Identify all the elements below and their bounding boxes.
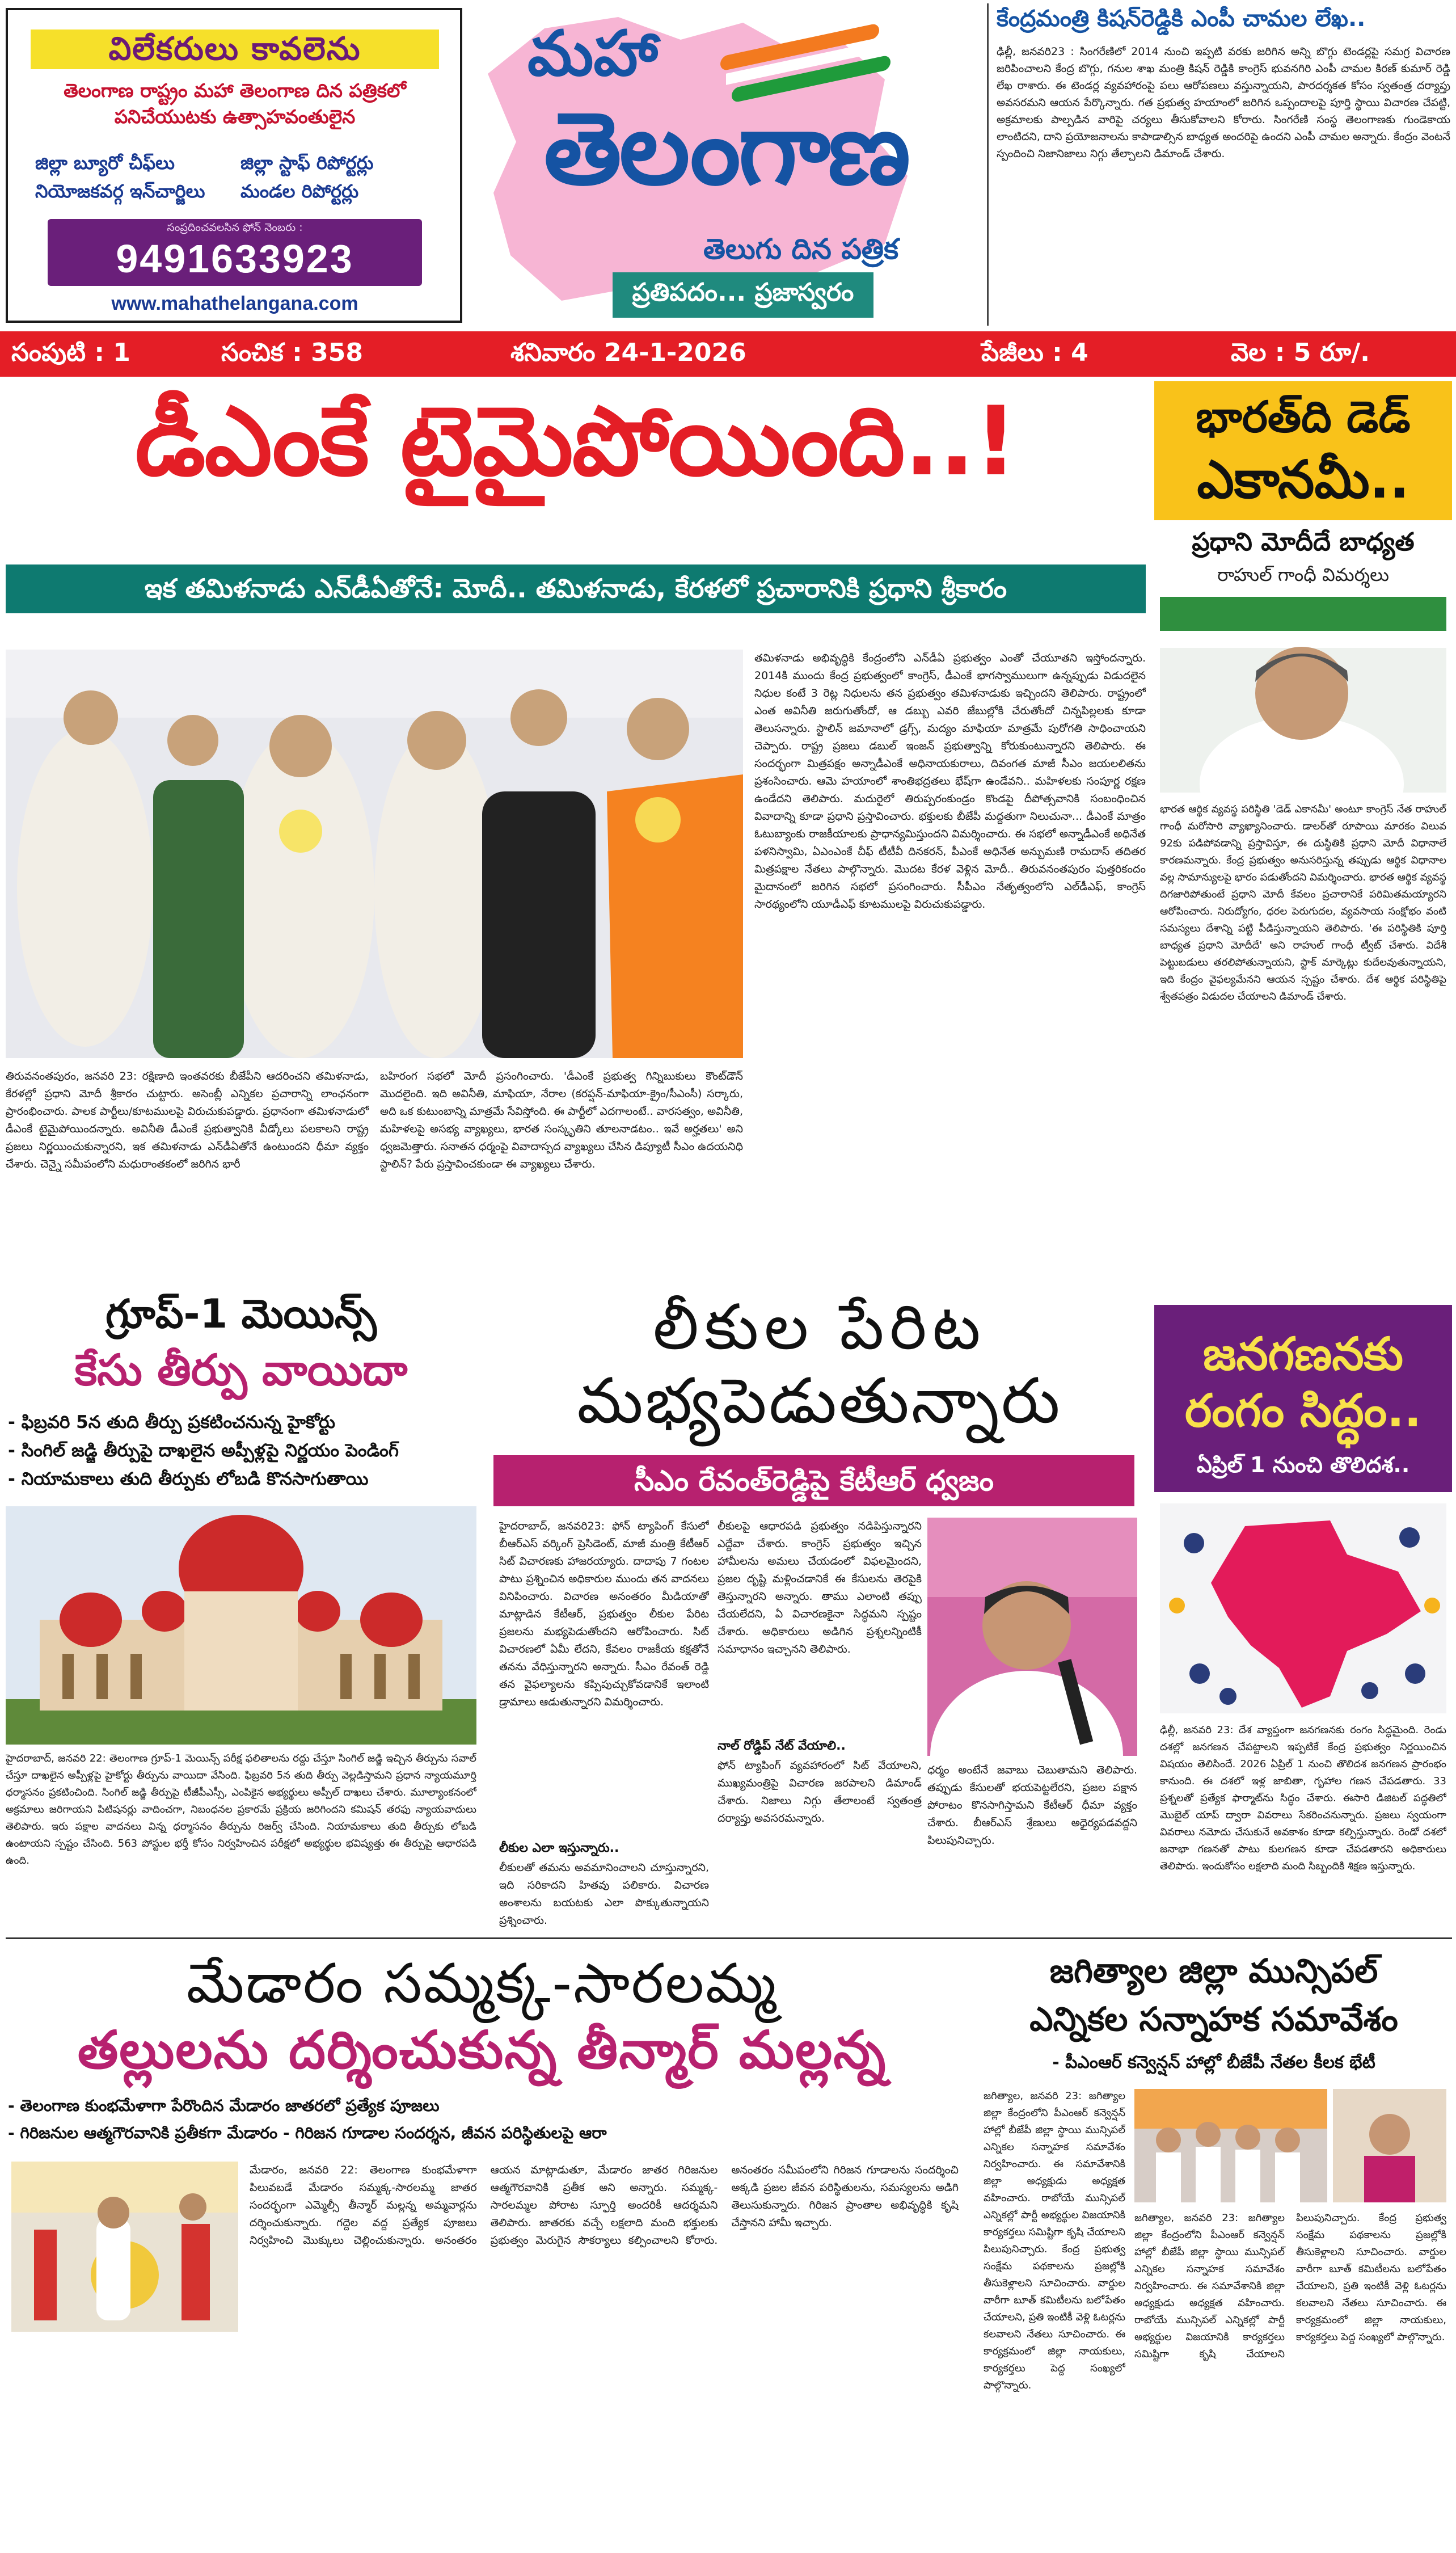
ad-role-4: మండల రిపోర్టర్లు bbox=[240, 180, 359, 202]
economy-headline-1: భారత్‌ది డెడ్ bbox=[1196, 391, 1411, 442]
jagtial-photo-graphic bbox=[1134, 2089, 1327, 2202]
rahul-photo-graphic bbox=[1160, 597, 1446, 793]
ad-phone[interactable]: 9491633923 bbox=[116, 237, 354, 281]
ktr-subhead: సీఎం రేవంత్‌రెడ్డిపై కేటీఆర్ ధ్వజం bbox=[634, 1464, 994, 1497]
medaram-photo-graphic bbox=[11, 2162, 238, 2332]
economy-headline-2: ఎకానమీ.. bbox=[1197, 449, 1409, 510]
census-subhead: ఏప్రిల్ 1 నుంచి తొలిదశ.. bbox=[1196, 1452, 1410, 1477]
jagtial-photo bbox=[1134, 2089, 1327, 2202]
lead-headline: డీఎంకే టైమైపోయింది..! bbox=[135, 386, 1016, 497]
ktr-photo bbox=[927, 1518, 1137, 1756]
medaram-bullet-2: - గిరిజనుల ఆత్మగౌరవానికి ప్రతీకగా మేడారం - గిరిజన గూడాల సందర్శన, జీవన పరిస్థితులపై ఆరా bbox=[8, 2124, 607, 2142]
medaram-headline-1: మేడారం సమ్మక్క-సారలమ్మ bbox=[186, 1952, 778, 2015]
jagtial-body-left: జగిత్యాల, జనవరి 23: జగిత్యాల జిల్లా కేంద్రంలోని పీఎంఆర్ కన్వెన్షన్ హాల్లో బీజేపీ జిల్లా స్థాయి మున్సిపల్ ఎన్నికల సన్నాహక సమావేశం నిర్వహించారు. ఈ సమావేశానికి జిల్లా అధ్యక్షుడు అధ్యక్షత వహించారు. రాబోయే మున్సిపల్ ఎన్నికల్లో పార్టీ అభ్యర్థుల విజయానికి కార్యకర్తలు సమిష్టిగా కృషి చేయాలని పిలుపునిచ్చారు. కేంద్ర ప్రభుత్వ సంక్షేమ పథకాలను ప్రజల్లోకి తీసుకెళ్లాలని సూచించారు. వార్డుల వారీగా బూత్ కమిటీలను బలోపేతం చేయాలని, ప్రతి ఇంటికీ వెళ్లి ఓటర్లను కలవాలని నేతలు సూచించారు. ఈ కార్యక్రమంలో జిల్లా నాయకులు, కార్యకర్తలు పెద్ద సంఖ్యలో పాల్గొన్నారు. bbox=[984, 2090, 1125, 2391]
ktr-col-3: ధర్మం అంటేనే జవాబు చెబుతామని తెలిపారు. తప్పుడు కేసులతో భయపెట్టలేరని, ప్రజల పక్షాన పోరాటం కొనసాగిస్తామని కేటీఆర్ ధీమా వ్యక్తం చేశారు. బీఆర్‌ఎస్ శ్రేణులు అధైర్యపడవద్దని పిలుపునిచ్చారు. bbox=[927, 1764, 1137, 1847]
section-divider bbox=[6, 1937, 1452, 1939]
right-story-census bbox=[1154, 1305, 1452, 1929]
masthead bbox=[0, 0, 1456, 330]
dateline-date: శనివారం 24-1-2026 bbox=[510, 338, 746, 367]
newspaper-logo bbox=[476, 6, 976, 323]
census-headline-1: జనగణనకు bbox=[1203, 1328, 1403, 1380]
group1-bullet-3: - నియామకాలు తుది తీర్పుకు లోబడి కొనసాగుతాయి bbox=[8, 1469, 369, 1489]
dateline-volume: సంపుటి : 1 bbox=[11, 338, 130, 367]
census-headline-2: రంగం సిద్ధం.. bbox=[1184, 1384, 1422, 1437]
dateline-price: వెల : 5 రూ/. bbox=[1231, 338, 1370, 367]
jagtial-story bbox=[976, 1940, 1452, 2553]
medaram-body: మేడారం, జనవరి 22: తెలంగాణ కుంభమేళాగా పిలువబడే మేడారం సమ్మక్క-సారలమ్మ జాతర సందర్భంగా ఎమ్మెల్సీ తీన్మార్ మల్లన్న అమ్మవార్లను దర్శించుకున్నారు. గద్దెల వద్ద ప్రత్యేక పూజలు నిర్వహించి మొక్కులు చెల్లించుకున్నారు. అనంతరం ఆయన మాట్లాడుతూ, మేడారం జాతర గిరిజనుల ఆత్మగౌరవానికి ప్రతీక అని అన్నారు. సమ్మక్క-సారలమ్మల పోరాట స్ఫూర్తి అందరికీ ఆదర్శమని తెలిపారు. జాతరకు వచ్చే లక్షలాది మంది భక్తులకు ప్రభుత్వం మెరుగైన సౌకర్యాలు కల్పించాలని కోరారు. అనంతరం సమీపంలోని గిరిజన గూడాలను సందర్శించి అక్కడి ప్రజల జీవన పరిస్థితులను, సమస్యలను అడిగి తెలుసుకున్నారు. గిరిజన ప్రాంతాల అభివృద్ధికి కృషి చేస్తానని హామీ ఇచ్చారు. bbox=[250, 2164, 959, 2247]
group1-bullet-2: - సింగిల్ జడ్జి తీర్పుపై దాఖలైన అప్పీళ్లపై నిర్ణయం పెండింగ్ bbox=[8, 1440, 399, 1461]
jagtial-subhead: - పీఎంఆర్ కన్వెన్షన్ హాల్లో బీజేపీ నేతల కీలక భేటీ bbox=[1052, 2053, 1375, 2072]
medaram-headline-2: తల్లులను దర్శించుకున్న తీన్మార్ మల్లన్న bbox=[77, 2020, 887, 2080]
medaram-bullet-1: - తెలంగాణ కుంభమేళాగా పేరొందిన మేడారం జాతరలో ప్రత్యేక పూజలు bbox=[8, 2096, 440, 2115]
ktr-col-1b: లీకులతో తమను అవమానించాలని చూస్తున్నారని, ఇది సరికాదని హితవు పలికారు. విచారణ అంశాలను బయటకు ఎలా పొక్కుతున్నాయని ప్రశ్నించారు. bbox=[499, 1861, 709, 1927]
medaram-story bbox=[0, 1940, 964, 2553]
lead-col-3: తమిళనాడు అభివృద్ధికి కేంద్రంలోని ఎన్‌డీఏ ప్రభుత్వం ఎంతో చేయూతని ఇస్తోందన్నారు. 2014కి ముందు కేంద్ర ప్రభుత్వంలో కాంగ్రెస్, డీఎంకే భాగస్వాములుగా ఉన్నప్పుడు విడుదలైన నిధుల కంటే 3 రెట్ల నిధులను తన ప్రభుత్వం తమిళనాడుకు ఇచ్చిందని తెలిపారు. రాష్ట్రంలో ఎంత అవినీతి జరుగుతోందో, ఆ డబ్బు ఎవరి జేబుల్లోకి చేరుతోందో చిన్నపిల్లలకు కూడా తెలుసన్నారు. స్టాలిన్ జమానాలో డ్రగ్స్, మద్యం మాఫియా మాత్రమే పురోగతి సాధించాయని చెప్పారు. రాష్ట్ర ప్రజలు డబుల్ ఇంజన్ ప్రభుత్వాన్ని కోరుకుంటున్నారని తెలిపారు. ఈ సందర్భంగా మిత్రపక్షం అన్నాడీఎంకే అధినాయకురాలు, దివంగత మాజీ సీఎం జయలలితను ప్రశంసించారు. ఆమె హయాంలో శాంతిభద్రతలు భేష్‌గా ఉండేవని.. మహిళలకు సంపూర్ణ రక్షణ ఉండేదని తెలిపారు. మదురైలో తిరుప్పరంకుండ్రం కొండపై దీపోత్సవానికి సంబంధించిన వివాదాన్ని కూడా ప్రధాని ప్రస్తావించారు. భక్తులకు బీజేపీ మద్దతుగా నిలుచునా... డీఎంకే మాత్రం ఓటుబ్యాంకు రాజకీయాలకు ప్రాధాన్యమిస్తుందని విమర్శించారు. ఈ సభలో అన్నాడీఎంకే అధినేత పళనిస్వామి, ఏఎంఎంకే చీఫ్ టీటీవీ దినకరన్, పీఎంకే అధినేత అన్బుమణి రామదాస్ తదితర మిత్రపక్షాల నేతలు పాల్గొన్నారు. మొదట కేరళ వెళ్లిన మోదీ.. తిరువనంతపురం పుత్తరికందం మైదానంలో జరిగిన సభలో ప్రసంగించారు. సీపీఎం నేతృత్వంలోని ఎల్‌డీఎఫ్, కాంగ్రెస్ సారథ్యంలోని యూడీఎఫ్ కూటములపై విరుచుకుపడ్డారు. bbox=[754, 652, 1146, 911]
group1-bullet-1: - ఫిబ్రవరి 5న తుది తీర్పు ప్రకటించనున్న హైకోర్టు bbox=[8, 1412, 335, 1433]
census-map-photo bbox=[1160, 1503, 1446, 1713]
ktr-story bbox=[488, 1279, 1151, 1937]
side-story-headline: కేంద్రమంత్రి కిషన్‌రెడ్డికి ఎంపీ చామల లేఖ.. bbox=[997, 6, 1366, 32]
ktr-headline-1: లీకుల పేరిట bbox=[653, 1291, 986, 1363]
ktr-col-2b: ఫోన్ ట్యాపింగ్ వ్యవహారంలో సిట్ వేయాలని, ముఖ్యమంత్రిపై విచారణ జరపాలని డిమాండ్ చేశారు. నిజాలు నిగ్గు తేలాలంటే స్వతంత్ర దర్యాప్తు అవసరమన్నారు. bbox=[718, 1759, 922, 1825]
economy-body: భారత ఆర్థిక వ్యవస్థ పరిస్థితి 'డెడ్ ఎకానమీ' అంటూ కాంగ్రెస్ నేత రాహుల్ గాంధీ మరోసారి వ్యాఖ్యానించారు. డాలర్‌తో రూపాయి మారకం విలువ 92కు పడిపోవడాన్ని ప్రస్తావిస్తూ, ఈ దుస్థితికి ప్రధాని మోదీ విధానాలే కారణమన్నారు. కేంద్ర ప్రభుత్వం అనుసరిస్తున్న తప్పుడు ఆర్థిక విధానాల వల్ల సామాన్యులపై భారం పడుతోందని విమర్శించారు. భారత ఆర్థిక వ్యవస్థ దిగజారిపోతుంటే ప్రధాని మోదీ కేవలం ప్రచారానికే పరిమితమయ్యారని ఆరోపించారు. నిరుద్యోగం, ధరల పెరుగుదల, వ్యవసాయ సంక్షోభం వంటి సమస్యలు దేశాన్ని పట్టి పీడిస్తున్నాయని తెలిపారు. 'ఈ పరిస్థితికి పూర్తి బాధ్యత ప్రధాని మోదీదే' అని రాహుల్ గాంధీ ట్వీట్ చేశారు. విదేశీ పెట్టుబడులు తరలిపోతున్నాయని, స్టాక్ మార్కెట్లు కుదేలవుతున్నాయని, ఇది కేంద్రం వైఫల్యమేనని ఆయన స్పష్టం చేశారు. దేశ ఆర్థిక పరిస్థితిపై శ్వేతపత్రం విడుదల చేయాలని డిమాండ్ చేశారు. bbox=[1160, 803, 1446, 1002]
ktr-section-head: లీకుల ఎలా ఇస్తున్నారు.. bbox=[499, 1841, 619, 1855]
group1-headline-2: కేసు తీర్పు వాయిదా bbox=[74, 1345, 408, 1395]
lead-photo-figures bbox=[6, 650, 743, 1058]
dateline-bar bbox=[0, 331, 1456, 377]
jagtial-body-right: జగిత్యాల, జనవరి 23: జగిత్యాల జిల్లా కేంద్రంలోని పీఎంఆర్ కన్వెన్షన్ హాల్లో బీజేపీ జిల్లా స్థాయి మున్సిపల్ ఎన్నికల సన్నాహక సమావేశం నిర్వహించారు. ఈ సమావేశానికి జిల్లా అధ్యక్షుడు అధ్యక్షత వహించారు. రాబోయే మున్సిపల్ ఎన్నికల్లో పార్టీ అభ్యర్థుల విజయానికి కార్యకర్తలు సమిష్టిగా కృషి చేయాలని పిలుపునిచ్చారు. కేంద్ర ప్రభుత్వ సంక్షేమ పథకాలను ప్రజల్లోకి తీసుకెళ్లాలని సూచించారు. వార్డుల వారీగా బూత్ కమిటీలను బలోపేతం చేయాలని, ప్రతి ఇంటికీ వెళ్లి ఓటర్లను కలవాలని నేతలు సూచించారు. ఈ కార్యక్రమంలో జిల్లా నాయకులు, కార్యకర్తలు పెద్ద సంఖ్యలో పాల్గొన్నారు. bbox=[1134, 2212, 1446, 2360]
logo-tagline: ప్రతిపదం... ప్రజాస్వరం bbox=[632, 278, 854, 307]
high-court-graphic bbox=[6, 1506, 476, 1745]
census-map-graphic bbox=[1160, 1503, 1446, 1713]
ad-website[interactable]: www.mahathelangana.com bbox=[111, 293, 358, 314]
group1-story bbox=[0, 1279, 482, 1937]
ad-contact-label: సంప్రదించవలసిన ఫోన్ నెంబరు : bbox=[167, 221, 303, 234]
ad-role-2: జిల్లా స్టాఫ్ రిపోర్టర్లు bbox=[240, 152, 374, 174]
dateline-pages: పేజీలు : 4 bbox=[981, 338, 1088, 367]
lead-story bbox=[0, 380, 1151, 1271]
recruitment-ad bbox=[6, 8, 462, 323]
ad-title: విలేకరులు కావలెను bbox=[108, 31, 361, 68]
logo-maha: మహా bbox=[527, 17, 659, 90]
lead-subheadline: ఇక తమిళనాడు ఎన్‌డీఏతోనే: మోదీ.. తమిళనాడు, కేరళలో ప్రచారానికి ప్రధాని శ్రీకారం bbox=[144, 573, 1007, 604]
ktr-section-head-2: నాల్ రోడ్డిప్ నేట్ వేయాలి.. bbox=[718, 1739, 846, 1753]
lead-col-1: తిరువనంతపురం, జనవరి 23: రక్షిణాది ఇంతవరకు బీజేపీని ఆదరించని తమిళనాడు, కేరళల్లో ప్రధాని మోదీ శ్రీకారం చుట్టారు. అసెంబ్లీ ఎన్నికల ప్రచారాన్ని లాంఛనంగా ప్రారంభించారు. పాలక పార్టీలు/కూటములపై విరుచుకుపడ్డారు. ప్రధానంగా తమిళనాడులో డీఎంకే టైమైపోయిందన్నారు. అవినీతి డీఎంకే ప్రభుత్వానికి వీడ్కోలు పలకాలని రాష్ట్ర ప్రజలు నిర్ణయించుకున్నారని, ఇక తమిళనాడు ఎన్‌డీఏతోనే ఉంటుందని ధీమా వ్యక్తం చేశారు. చెన్నై సమీపంలోని మధురాంతకంలో జరిగిన భారీ bbox=[6, 1070, 369, 1170]
side-story-box bbox=[987, 3, 1452, 326]
ad-role-3: నియోజకవర్గ ఇన్‌చార్జిలు bbox=[35, 180, 205, 202]
logo-name: తెలంగాణ bbox=[543, 91, 909, 207]
jagtial-headline-1: జగిత్యాల జిల్లా మున్సిపల్ bbox=[1049, 1952, 1378, 1990]
logo-subtitle: తెలుగు దిన పత్రిక bbox=[703, 233, 899, 266]
ad-line2: పనిచేయుటకు ఉత్సాహవంతులైన bbox=[114, 106, 356, 128]
economy-subhead: ప్రధాని మోదీదే బాధ్యత bbox=[1192, 528, 1415, 557]
lead-photo bbox=[6, 650, 743, 1058]
ktr-headline-2: మభ్యపెడుతున్నారు bbox=[577, 1364, 1062, 1437]
ad-role-1: జిల్లా బ్యూరో చీఫ్‌లు bbox=[35, 152, 175, 174]
jagtial-headline-2: ఎన్నికల సన్నాహక సమావేశం bbox=[1029, 2000, 1398, 2038]
ktr-col-1: హైదరాబాద్, జనవరి23: ఫోన్ ట్యాపింగ్ కేసులో బీఆర్‌ఎస్ వర్కింగ్ ప్రెసిడెంట్, మాజీ మంత్రి కేటీఆర్ సిట్ విచారణకు హాజరయ్యారు. దాదాపు 7 గంటల పాటు ప్రశ్నించిన అధికారుల ముందు తన వాదనలు వినిపించారు. విచారణ అనంతరం మీడియాతో మాట్లాడిన కేటీఆర్, ప్రభుత్వం లీకుల పేరిట ప్రజలను మభ్యపెడుతోందని ఆరోపించారు. సిట్ విచారణలో ఏమీ లేదని, కేవలం రాజకీయ కక్షతోనే తనను వేధిస్తున్నారని అన్నారు. సీఎం రేవంత్ రెడ్డి తన వైఫల్యాలను కప్పిపుచ్చుకోవడానికే ఇలాంటి డ్రామాలు ఆడుతున్నారని విమర్శించారు. bbox=[499, 1520, 709, 1708]
right-story-economy bbox=[1154, 381, 1452, 1289]
group1-headline-1: గ్రూప్-1 మెయిన్స్ bbox=[105, 1291, 377, 1337]
rahul-photo bbox=[1160, 597, 1446, 793]
ktr-photo-graphic bbox=[927, 1518, 1137, 1756]
ktr-col-2: లీకులపై ఆధారపడి ప్రభుత్వం నడిపిస్తున్నారని ఎద్దేవా చేశారు. కాంగ్రెస్ ప్రభుత్వం ఇచ్చిన హామీలను అమలు చేయడంలో విఫలమైందని, ప్రజల దృష్టి మళ్లించడానికే ఈ కేసులను తెరపైకి తెస్తున్నారని అన్నారు. తాము ఎలాంటి తప్పు చేయలేదని, ఏ విచారణకైనా సిద్ధమని స్పష్టం చేశారు. అధికారులు అడిగిన ప్రశ్నలన్నింటికీ సమాధానం ఇచ్చానని తెలిపారు. bbox=[718, 1520, 922, 1655]
jagtial-photo-2-graphic bbox=[1333, 2089, 1446, 2202]
economy-kicker: రాహుల్ గాంధీ విమర్శలు bbox=[1217, 564, 1389, 585]
high-court-photo bbox=[6, 1506, 476, 1745]
dateline-issue: సంచిక : 358 bbox=[221, 338, 363, 367]
jagtial-photo-2 bbox=[1333, 2089, 1446, 2202]
census-body: ఢిల్లీ, జనవరి 23: దేశ వ్యాప్తంగా జనగణనకు రంగం సిద్ధమైంది. రెండు దశల్లో జనగణన చేపట్టాలని ఇప్పటికే కేంద్ర ప్రభుత్వం నిర్ణయించిన విషయం తెలిసిందే. 2026 ఏప్రిల్ 1 నుంచి తొలిదశ జనగణన ప్రారంభం కానుంది. ఈ దశలో ఇళ్ల జాబితా, గృహాల గణన చేపడతారు. 33 ప్రశ్నలతో ప్రత్యేక ఫార్మాట్‌ను సిద్ధం చేశారు. ఈసారి డిజిటల్ పద్ధతిలో మొబైల్ యాప్ ద్వారా వివరాలు సేకరించనున్నారు. ప్రజలు స్వయంగా వివరాలు నమోదు చేసుకునే అవకాశం కూడా కల్పిస్తున్నారు. రెండో దశలో జనాభా గణనతో పాటు కులగణన కూడా చేపడతారని అధికారులు తెలిపారు. ఇందుకోసం లక్షలాది మంది సిబ్బందికి శిక్షణ ఇస్తున్నారు. bbox=[1160, 1724, 1446, 1872]
group1-body: హైదరాబాద్, జనవరి 22: తెలంగాణ గ్రూప్-1 మెయిన్స్ పరీక్ష ఫలితాలను రద్దు చేస్తూ సింగిల్ జడ్జి ఇచ్చిన తీర్పును సవాల్ చేస్తూ దాఖలైన అప్పీళ్లపై హైకోర్టు తీర్పును వాయిదా వేసింది. ఫిబ్రవరి 5న తుది తీర్పు వెల్లడిస్తామని ప్రధాన న్యాయమూర్తి ధర్మాసనం ప్రకటించింది. సింగిల్ జడ్జి తీర్పుపై టీజీపీఎస్సీ, ఎంపికైన అభ్యర్థులు అప్పీల్ దాఖలు చేశారు. మూల్యాంకనంలో అక్రమాలు జరిగాయని పిటిషనర్లు వాదించగా, నిబంధనల ప్రకారమే ప్రక్రియ జరిగిందని కమిషన్ తరఫు న్యాయవాదులు తెలిపారు. ఇరు పక్షాల వాదనలు విన్న ధర్మాసనం తీర్పును రిజర్వ్ చేసింది. నియామకాలు తుది తీర్పుకు లోబడి ఉంటాయని స్పష్టం చేసింది. 563 పోస్టుల భర్తీ కోసం నిర్వహించిన పరీక్షలో అభ్యర్థుల భవిష్యత్తు ఈ తీర్పుపై ఆధారపడి ఉంది. bbox=[6, 1752, 476, 1867]
medaram-photo bbox=[11, 2162, 238, 2332]
ad-line1: తెలంగాణ రాష్ట్రం మహా తెలంగాణ దిన పత్రికలో bbox=[64, 79, 406, 102]
lead-col-2: బహిరంగ సభలో మోదీ ప్రసంగించారు. 'డీఎంకే ప్రభుత్వ గిన్నిబుకులు కౌంట్‌డౌన్ మొదలైంది. ఇది అవినీతి, మాఫియా, నేరాల (కరప్షన్-మాఫియా-క్రైం/సీఎంసీ) సర్కారు, అది ఒక కుటుంబాన్ని మాత్రమే సేవిస్తోంది. ఈ పార్టీలో ఎదగాలంటే.. వారసత్వం, అవినీతి, మహిళలపై అసభ్య వ్యాఖ్యలు, భారత సంస్కృతిని తూలనాడటం.. ఇవే అర్హతలు' అని ధ్వజమెత్తారు. సనాతన ధర్మంపై వివాదాస్పద వ్యాఖ్యలు చేసిన డిప్యూటీ సీఎం ఉదయనిధి స్టాలిన్? పేరు ప్రస్తావించకుండా ఈ వ్యాఖ్యలు చేశారు. bbox=[380, 1070, 743, 1170]
side-story-body: ఢిల్లీ, జనవరి23 : సింగరేణిలో 2014 నుంచి ఇప్పటి వరకు జరిగిన అన్ని బొగ్గు టెండర్లపై సమగ్ర విచారణ జరిపించాలని కేంద్ర బొగ్గు, గనుల శాఖ మంత్రి కిషన్ రెడ్డికి కాంగ్రెస్ భువనగిరి ఎంపీ చామల కిరణ్ కుమార్ రెడ్డి లేఖ రాశారు. ఈ టెండర్ల వ్యవహారంపై పలు ఆరోపణలు వస్తున్నాయని, పారదర్శకత కోసం స్వతంత్ర దర్యాప్తు అవసరమని ఆయన పేర్కొన్నారు. గత ప్రభుత్వ హయాంలో జరిగిన ఒప్పందాలపై పూర్తి స్థాయి విచారణ చేపట్టి, అక్రమాలకు పాల్పడిన వారిపై చర్యలు తీసుకోవాలని కోరారు. సింగరేణి సంస్థ తెలంగాణకు గుండెకాయ లాంటిదని, దాని ప్రయోజనాలను కాపాడాల్సిన బాధ్యత అందరిపై ఉందని ఎంపీ చామల అన్నారు. కేంద్రం వెంటనే స్పందించి నిజానిజాలు నిగ్గు తేల్చాలని డిమాండ్ చేశారు. bbox=[997, 45, 1450, 160]
